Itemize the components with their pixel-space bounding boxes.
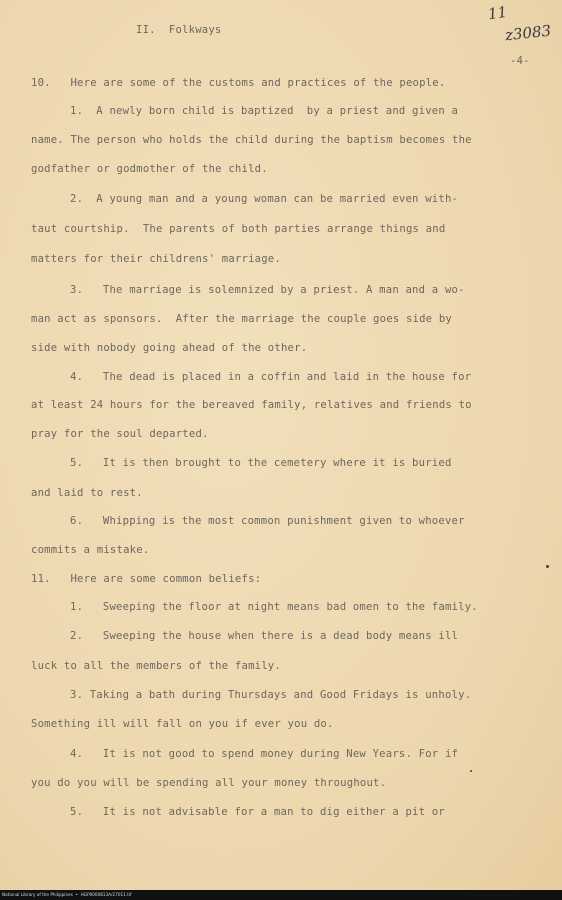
text-line: 6. Whipping is the most common punishment given to whoever <box>70 515 465 527</box>
page-number: -4- <box>510 55 530 67</box>
text-line: 5. It is not advisable for a man to dig either a pit or <box>70 806 445 818</box>
text-line: 3. Taking a bath during Thursdays and Good Fridays is unholy. <box>70 689 472 701</box>
ink-spot <box>470 770 472 772</box>
text-line: 3. The marriage is solemnized by a priest. A man and a wo- <box>70 284 465 296</box>
text-line: Something ill will fall on you if ever you do. <box>31 718 334 730</box>
text-line: 11. Here are some common beliefs: <box>31 573 262 585</box>
text-line: name. The person who holds the child during the baptism becomes the <box>31 134 472 146</box>
text-line: 10. Here are some of the customs and practices of the people. <box>31 77 446 89</box>
handwritten-page-number: 11 <box>486 2 509 24</box>
text-line: and laid to rest. <box>31 487 143 499</box>
text-line: 2. Sweeping the house when there is a dead body means ill <box>70 630 459 642</box>
text-line: 2. A young man and a young woman can be married even with- <box>70 193 459 205</box>
text-line: 4. The dead is placed in a coffin and laid in the house for <box>70 371 472 383</box>
text-line: luck to all the members of the family. <box>31 660 281 672</box>
text-line: commits a mistake. <box>31 544 150 556</box>
ink-spot <box>546 565 549 568</box>
text-line: godfather or godmother of the child. <box>31 163 268 175</box>
text-line: 1. Sweeping the floor at night means bad omen to the family. <box>70 601 478 613</box>
text-line: at least 24 hours for the bereaved family, relatives and friends to <box>31 399 472 411</box>
text-line: 1. A newly born child is baptized by a priest and given a <box>70 105 459 117</box>
text-line: man act as sponsors. After the marriage the couple goes side by <box>31 313 452 325</box>
section-title: II. Folkways <box>136 24 222 36</box>
text-line: pray for the soul departed. <box>31 428 209 440</box>
text-line: matters for their childrens' marriage. <box>31 253 281 265</box>
text-line: side with nobody going ahead of the other. <box>31 342 308 354</box>
handwritten-reference-code: z3083 <box>504 21 552 45</box>
text-line: 5. It is then brought to the cemetery where it is buried <box>70 457 452 469</box>
text-line: you do you will be spending all your money throughout. <box>31 777 387 789</box>
text-line: 4. It is not good to spend money during New Years. For if <box>70 748 459 760</box>
scan-footer: National Library of the Philippines • HGP0000813A/27011.tif <box>0 890 562 900</box>
text-line: taut courtship. The parents of both parties arrange things and <box>31 223 446 235</box>
